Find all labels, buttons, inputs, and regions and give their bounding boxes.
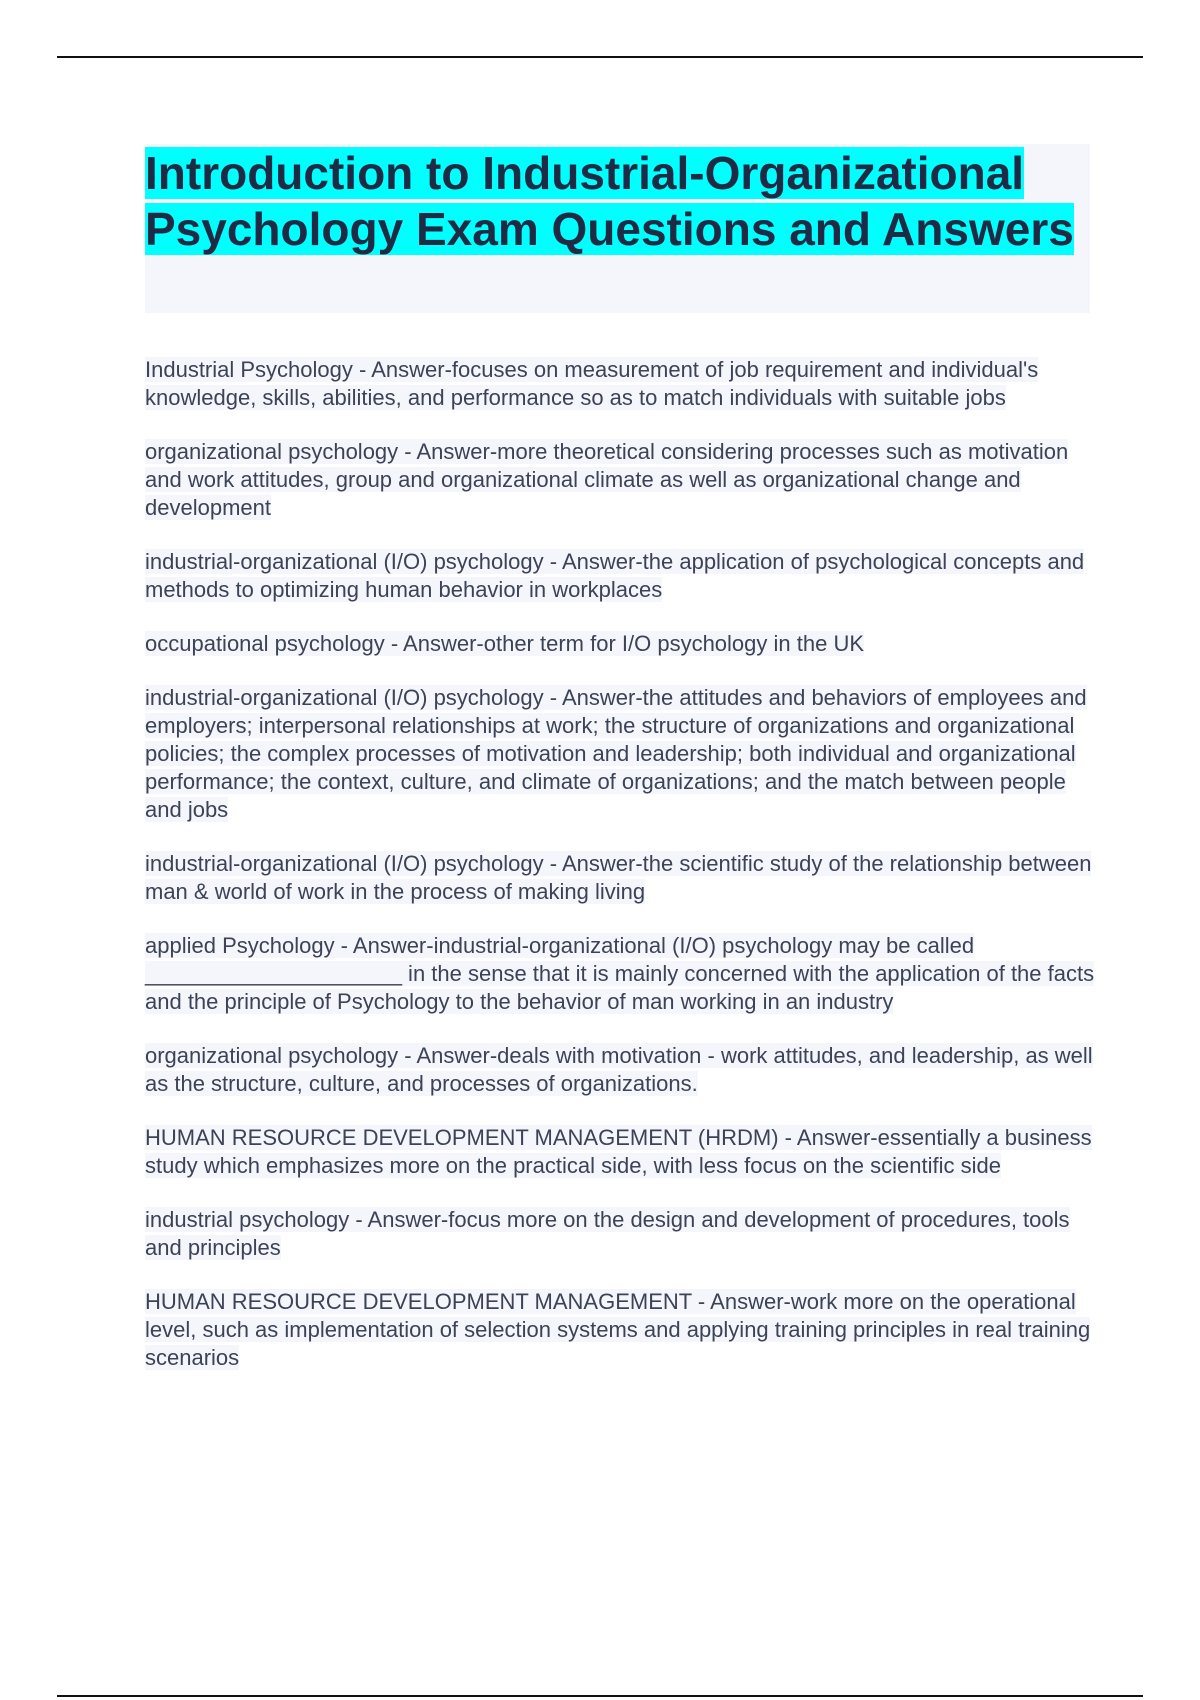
qa-list	[145, 356, 1095, 1398]
qa-item	[145, 356, 1095, 412]
title-block	[145, 144, 1090, 313]
qa-item	[145, 1042, 1095, 1098]
qa-item	[145, 1124, 1095, 1180]
qa-item	[145, 1206, 1095, 1262]
qa-text: HUMAN RESOURCE DEVELOPMENT MANAGEMENT - Answer-work more on the operational level, such as implementation of selection systems and applying training principles in real training scenarios	[145, 1289, 1091, 1370]
qa-text: applied Psychology - Answer-industrial-organizational (I/O) psychology may be called _____________________ in the sense that it is mainly concerned with the application of the facts and the principle of Psychology to the behavior of man working in an industry	[145, 933, 1095, 1014]
qa-text: Industrial Psychology - Answer-focuses on measurement of job requirement and individual's knowledge, skills, abilities, and performance so as to match individuals with suitable jobs	[145, 357, 1039, 410]
qa-item	[145, 548, 1095, 604]
qa-text: industrial psychology - Answer-focus more on the design and development of procedures, tools and principles	[145, 1207, 1070, 1260]
document-title-text: Introduction to Industrial-Organizational Psychology Exam Questions and Answers	[145, 147, 1074, 255]
document-title	[145, 144, 1090, 257]
qa-text: HUMAN RESOURCE DEVELOPMENT MANAGEMENT (HRDM) - Answer-essentially a business study which emphasizes more on the practical side, with less focus on the scientific side	[145, 1125, 1092, 1178]
qa-text: organizational psychology - Answer-deals with motivation - work attitudes, and leadership, as well as the structure, culture, and processes of organizations.	[145, 1043, 1093, 1096]
qa-text: industrial-organizational (I/O) psychology - Answer-the attitudes and behaviors of employees and employers; interpersonal relationships at work; the structure of organizations and organizational policies; the complex processes of motivation and leadership; both individual and organizational performance; the context, culture, and climate of organizations; and the match between people and jobs	[145, 685, 1087, 822]
top-rule	[57, 56, 1143, 58]
qa-text: organizational psychology - Answer-more theoretical considering processes such as motivation and work attitudes, group and organizational climate as well as organizational change and development	[145, 439, 1069, 520]
qa-text: industrial-organizational (I/O) psychology - Answer-the scientific study of the relationship between man & world of work in the process of making living	[145, 851, 1092, 904]
qa-item	[145, 850, 1095, 906]
qa-item	[145, 630, 1095, 658]
qa-item	[145, 438, 1095, 522]
qa-text: industrial-organizational (I/O) psychology - Answer-the application of psychological concepts and methods to optimizing human behavior in workplaces	[145, 549, 1085, 602]
bottom-rule	[57, 1695, 1143, 1697]
qa-item	[145, 932, 1095, 1016]
qa-text: occupational psychology - Answer-other term for I/O psychology in the UK	[145, 631, 865, 656]
qa-item	[145, 684, 1095, 824]
qa-item	[145, 1288, 1095, 1372]
